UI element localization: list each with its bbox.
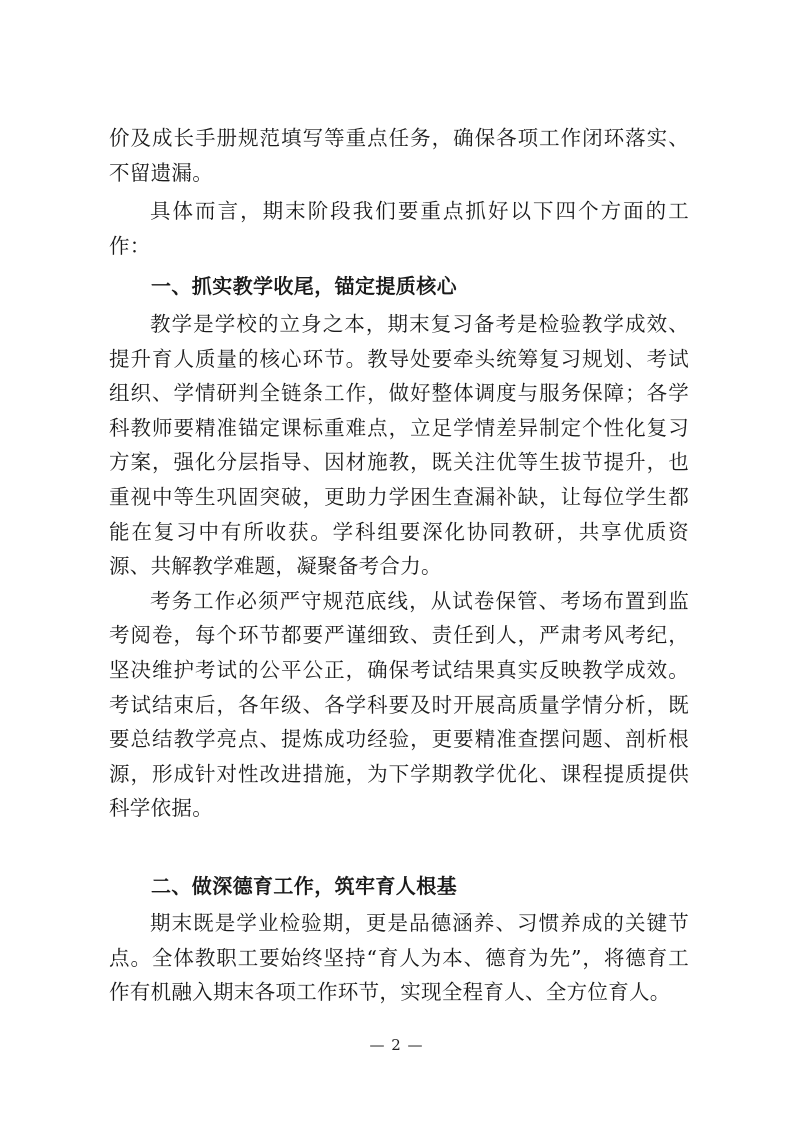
page-number: — 2 — (369, 1036, 424, 1054)
summary-text: 具体而言，期末阶段我们要重点抓好以下四个方面的工作： (109, 199, 689, 258)
section2-body (109, 906, 689, 1010)
section1-paragraph-2: 考务工作必须严守规范底线，从试卷保管、考场布置到监考阅卷，每个环节都要严谨细致、责任到人，严肃考风考纪，坚决维护考试的公平公正，确保考试结果真实反映教学成效。考试结束后，各年级、各学科要及时开展高质量学情分析，既要总结教学亮点、提炼成功经验，更要精准查摆问题、剖析根源，形成针对性改进措施，为下学期教学优化、课程提质提供科学依据。 (109, 588, 689, 821)
intro-paragraph (109, 121, 689, 190)
intro-text: 价及成长手册规范填写等重点任务，确保各项工作闭环落实、不留遗漏。 (109, 126, 689, 185)
section1-heading: 一、抓实教学收尾，锚定提质核心 (151, 274, 457, 298)
section1-paragraph-1: 教学是学校的立身之本，期末复习备考是检验教学成效、提升育人质量的核心环节。教导处要牵头统筹复习规划、考试组织、学情研判全链条工作，做好整体调度与服务保障；各学科教师要精准锚定课标重难点，立足学情差异制定个性化复习方案，强化分层指导、因材施教，既关注优等生拔节提升，也重视中等生巩固突破，更助力学困生查漏补缺，让每位学生都能在复习中有所收获。学科组要深化协同教研，共享优质资源、共解教学难题，凝聚备考合力。 (109, 312, 689, 579)
summary-paragraph (109, 194, 689, 263)
section2-paragraph-1: 期末既是学业检验期，更是品德涵养、习惯养成的关键节点。全体教职工要始终坚持“育人为本、德育为先”，将德育工作有机融入期末各项工作环节，实现全程育人、全方位育人。 (109, 911, 689, 1005)
section1-body (109, 307, 689, 826)
section2-heading: 二、做深德育工作，筑牢育人根基 (151, 874, 457, 898)
